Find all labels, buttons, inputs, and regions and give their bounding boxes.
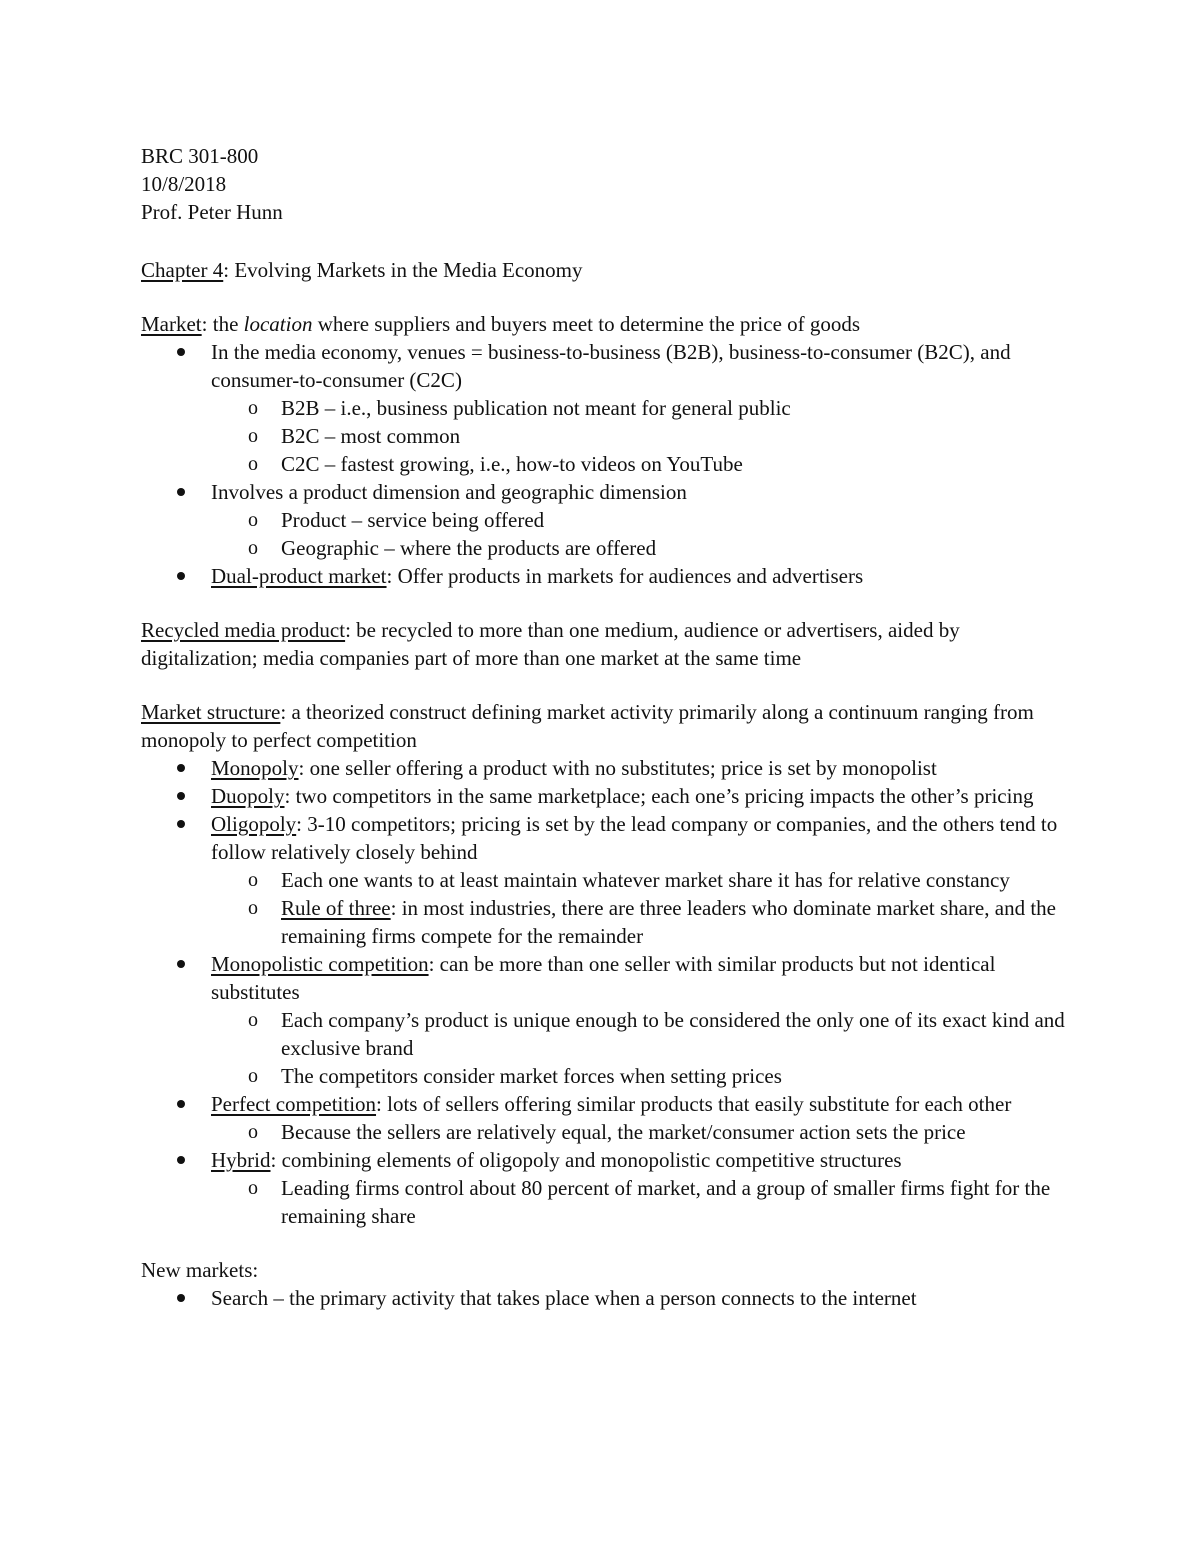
- sub-bullet-icon: o: [248, 1121, 258, 1143]
- bullet-icon: [177, 792, 185, 800]
- new-markets-heading: New markets:: [141, 1258, 259, 1282]
- bullet-icon: [177, 820, 185, 828]
- list-item: Duopoly: two competitors in the same marketplace; each one’s pricing impacts the other’s pricing: [141, 782, 1071, 810]
- sub-list-item: o Leading firms control about 80 percent of market, and a group of smaller firms fight for the remaining share: [248, 1176, 1051, 1228]
- chapter-label: Chapter 4: [141, 258, 224, 282]
- new-markets-bullets: [141, 1284, 1071, 1312]
- market-term: Market: [141, 312, 202, 336]
- sub-list-item: o C2C – fastest growing, i.e., how-to videos on YouTube: [248, 452, 743, 476]
- bullet-icon: [177, 1294, 185, 1302]
- recycled-media-definition: Recycled media product: be recycled to more than one medium, audience or advertisers, aided by digitalization; media companies part of more than one market at the same time: [141, 618, 960, 670]
- market-definition: Market: the location where suppliers and buyers meet to determine the price of goods: [141, 312, 861, 336]
- bullet-icon: [177, 488, 185, 496]
- sub-list-item: o Each one wants to at least maintain whatever market share it has for relative constancy: [248, 868, 1010, 892]
- course-code: BRC 301-800: [141, 144, 259, 168]
- sub-bullet-icon: o: [248, 869, 258, 891]
- sub-bullet-icon: o: [248, 1009, 258, 1031]
- bullet-icon: [177, 1156, 185, 1164]
- sub-bullet-icon: o: [248, 1065, 258, 1087]
- professor-name: Prof. Peter Hunn: [141, 200, 283, 224]
- list-item: Search – the primary activity that takes place when a person connects to the internet: [141, 1284, 1071, 1312]
- list-item: In the media economy, venues = business-to-business (B2B), business-to-consumer (B2C), and consumer-to-consumer (C2C): [141, 338, 1071, 394]
- structure-bullets: [141, 754, 1071, 1230]
- recycled-term: Recycled media product: [141, 618, 346, 642]
- sub-list-item: o Because the sellers are relatively equal, the market/consumer action sets the price: [248, 1120, 966, 1144]
- sub-list-item: o B2B – i.e., business publication not meant for general public: [248, 396, 791, 420]
- list-item: Perfect competition: lots of sellers offering similar products that easily substitute for each other: [141, 1090, 1071, 1118]
- sub-list-item: o Rule of three: in most industries, there are three leaders who dominate market share, and the remaining firms compete for the remainder: [248, 896, 1056, 948]
- document-content: [141, 142, 1071, 1312]
- sub-bullet-icon: o: [248, 537, 258, 559]
- market-structure-definition: Market structure: a theorized construct defining market activity primarily along a continuum ranging from monopoly to perfect competition: [141, 700, 1034, 752]
- list-item: Involves a product dimension and geographic dimension: [141, 478, 1071, 506]
- sub-list-item: o Each company’s product is unique enough to be considered the only one of its exact kind and exclusive brand: [248, 1008, 1065, 1060]
- bullet-icon: [177, 572, 185, 580]
- market-bullets: [141, 338, 1071, 590]
- market-structure-term: Market structure: [141, 700, 281, 724]
- location-emphasis: location: [243, 312, 313, 336]
- chapter-heading: [141, 256, 1071, 284]
- list-item: Monopolistic competition: can be more than one seller with similar products but not identical substitutes: [141, 950, 1071, 1006]
- bullet-icon: [177, 960, 185, 968]
- bullet-icon: [177, 1100, 185, 1108]
- sub-bullet-icon: o: [248, 425, 258, 447]
- chapter-title: : Evolving Markets in the Media Economy: [223, 258, 583, 282]
- bullet-icon: [177, 764, 185, 772]
- list-item: Oligopoly: 3-10 competitors; pricing is set by the lead company or companies, and the others tend to follow relatively closely behind: [141, 810, 1071, 866]
- sub-list-item: o The competitors consider market forces when setting prices: [248, 1064, 782, 1088]
- dual-product-term: Dual-product market: [211, 564, 387, 588]
- list-item: Dual-product market: Offer products in markets for audiences and advertisers: [141, 562, 1071, 590]
- note-date: 10/8/2018: [141, 172, 227, 196]
- sub-bullet-icon: o: [248, 1177, 258, 1199]
- list-item: Monopoly: one seller offering a product with no substitutes; price is set by monopolist: [141, 754, 1071, 782]
- sub-list-item: o Product – service being offered: [248, 508, 545, 532]
- sub-bullet-icon: o: [248, 397, 258, 419]
- list-item: Hybrid: combining elements of oligopoly and monopolistic competitive structures: [141, 1146, 1071, 1174]
- sub-list-item: o Geographic – where the products are offered: [248, 536, 657, 560]
- sub-bullet-icon: o: [248, 897, 258, 919]
- sub-list-item: o B2C – most common: [248, 424, 461, 448]
- bullet-icon: [177, 348, 185, 356]
- sub-bullet-icon: o: [248, 453, 258, 475]
- sub-bullet-icon: o: [248, 509, 258, 531]
